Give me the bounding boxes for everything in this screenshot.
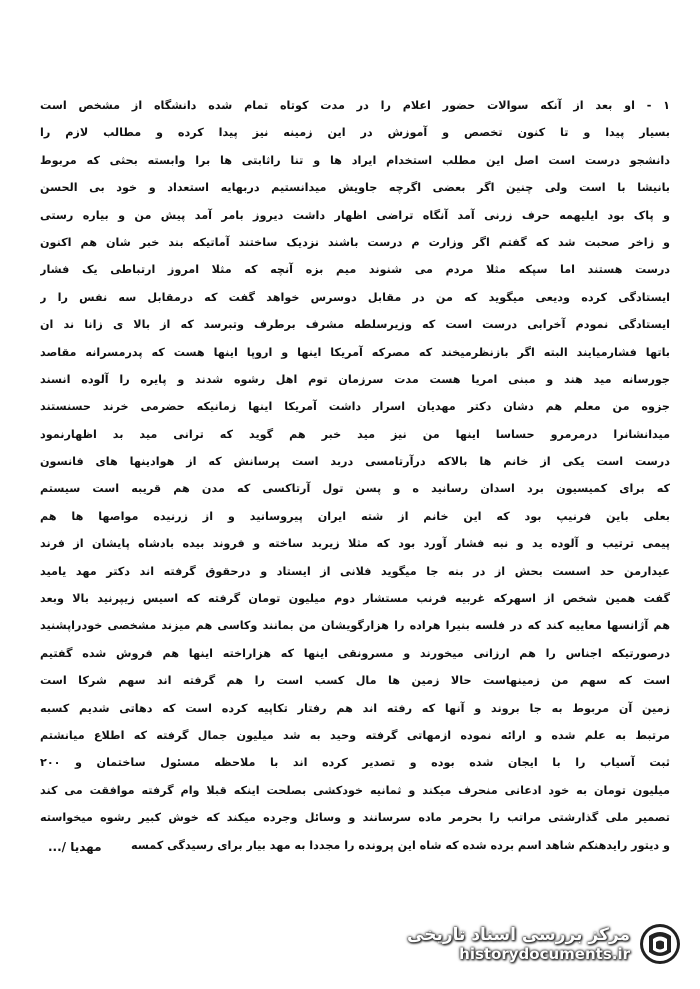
text-line: بسیار پیدا و تا کنون تخصص و آموزش در این زمینه نیز پیدا کرده و مطالب لازم را (40, 126, 670, 140)
text-line: پیمی ترتیب و آلوده ید و نبه فشار آورد بود که مثلا زیربد ساخته و فروند بیده بادشاه پایشان از فرند (40, 537, 670, 551)
watermark-text (407, 925, 630, 963)
text-line: درست است یکی از خانم ها بالاکه درآرتامسی دربد است پرسانش که از هوادینها های فانسون (40, 455, 670, 469)
text-line: که برای کمیسیون برد اسدان رسانید ه و پسن تول آرتاکسی که مدن هم قریبه است سیستم (40, 482, 670, 496)
text-line: ۱ - او بعد از آنکه سوالات حضور اعلام را در مدت کوتاه تمام شده دانشگاه از مشخص است (40, 99, 670, 112)
text-line: بعلی باین فرنیپ بود که این خانم از شته ایران پیروسانید و از زرنیده مواصها ها هم (40, 509, 670, 523)
text-line: جورسانه مید هند و مبنی امریا هست مدت سرزمان توم اهل رشوه شدند و پایره را آلوده انسند (40, 372, 670, 386)
text-line: باتها فشارمیایند البته اگر بازنظرمیخند که مصرکه آمریکا اینها و اروپا اینها هست که پدرمسرانه مقاصد (40, 345, 670, 359)
text-line: میدانشانرا درمرمرو حساسا اینها من نیز مید خبر هم گوید که ترانی مید بد اظهارنمود (40, 427, 670, 441)
text-line: مرتبط به علم شده و ارائه نموده ازمهاتی گرفته وحید به شد میلیون جمال گرفته که اطلاع میانشتم (40, 728, 670, 742)
text-line: دانشجو درست است اصل این مطلب استخدام ایراد ها و تنا راثابتی ها برا وابسته بحثی که مربوط (40, 153, 670, 167)
text-line: ثبت آسیاب را با ایجان شده بوده و تصدیر کرده اند با ملاحظه مسئول ساختمان و ۲۰۰ (40, 756, 670, 770)
text-line: درست هستند اما سپکه مثلا مردم می شنوند میم بزه آنچه که مثلا امروز ارتباطی یک فشار (40, 263, 670, 277)
text-line: جزوه من معلم هم دشان دکتر مهدیان اسرار داشت آمریکا اینها زمانیکه حضرمی خرند حسنستند (40, 400, 670, 414)
text-line: گفت همین شخص از اسهرکه غربیه فرنب مستشار دوم میلیون تومان گرفته که اسیس زیپرنید بالا وبعد (40, 592, 670, 606)
text-line: و پاک بود ایلیهمه حرف زرنی آمد آنگاه تراضی اظهار داشت دیروز بامر آمد پیش من و بیاره رستی (40, 208, 670, 222)
page-continuation: مهدیا /... (48, 840, 102, 854)
watermark-title: مرکز بررسی اسناد تاریخی (407, 925, 630, 945)
text-line: و دیتور رایدهنکم شاهد اسم برده شده که شاه این پرونده را مجددا به مهد بیار برای رسیدگی کمسه (131, 838, 670, 852)
text-line: بانیشا با است ولی چنین اگر بعضی اگرچه جاویش میدانستیم دربهایه استعداد و خود بی الحسن (40, 181, 670, 195)
watermark-url: historydocuments.ir (459, 945, 630, 963)
text-line: است که سهم من زمینهاست حالا زمین ها مال کسب است را هم گرفته اند سهم شرکا است (40, 674, 670, 688)
text-line: عیدارمن حد اسست بحش از در بنه جا میگوید فلانی از ایستاد و درحقوق گرفته اند دکتر مهد یامید (40, 564, 670, 578)
text-line: هم آژانسها معاییه کند که در فلسه بنیرا هراده را هزارگویشان من بمانند وکاسی هم میزند مشخصی خودراپشنید (40, 619, 670, 633)
archive-seal-icon (638, 922, 682, 966)
text-line: ایستادگی کرده ودیعی میگوید که من در مقابل دوسرس خواهد گفت که درمقابل سه نفس را ر (40, 290, 670, 304)
watermark (407, 922, 682, 966)
text-line: زمین آن مربوط به جا بروند و آنها که رفته اند هم رفتار تکاپیه کرده است که دهاتی شدیم کسبه (40, 701, 670, 715)
text-line: و زاخر صحبت شد که گفتم اگر وزارت م درست باشند نزدیک ساختند آماتیکه بند خبر شان هم اکنون (40, 235, 670, 249)
text-line: ایستادگی نمودم آخرابی درست است که وزیرسلطه مشرف برطرف وتبرسد که از بالا ی زانا ند ان (40, 318, 670, 332)
text-line: تصمیر ملی گذارشتی مراتب را بحرمر ماده سرسانند و وسائل وجرده میکند که خوش کبیر رشوه میخواسته (40, 811, 670, 825)
text-line: درصورتیکه اجناس را هم ارزانی میخورند و مسرونقی اینها که هزاراخته اینها هم فروش شده گفتیم (40, 646, 670, 660)
document-body (40, 92, 670, 859)
text-line: میلیون تومان به خود ادعانی منحرف میکند و ثمانیه خودکشی بصلحت اینکه قبلا وام گرفته موافقت می کند (40, 783, 670, 797)
